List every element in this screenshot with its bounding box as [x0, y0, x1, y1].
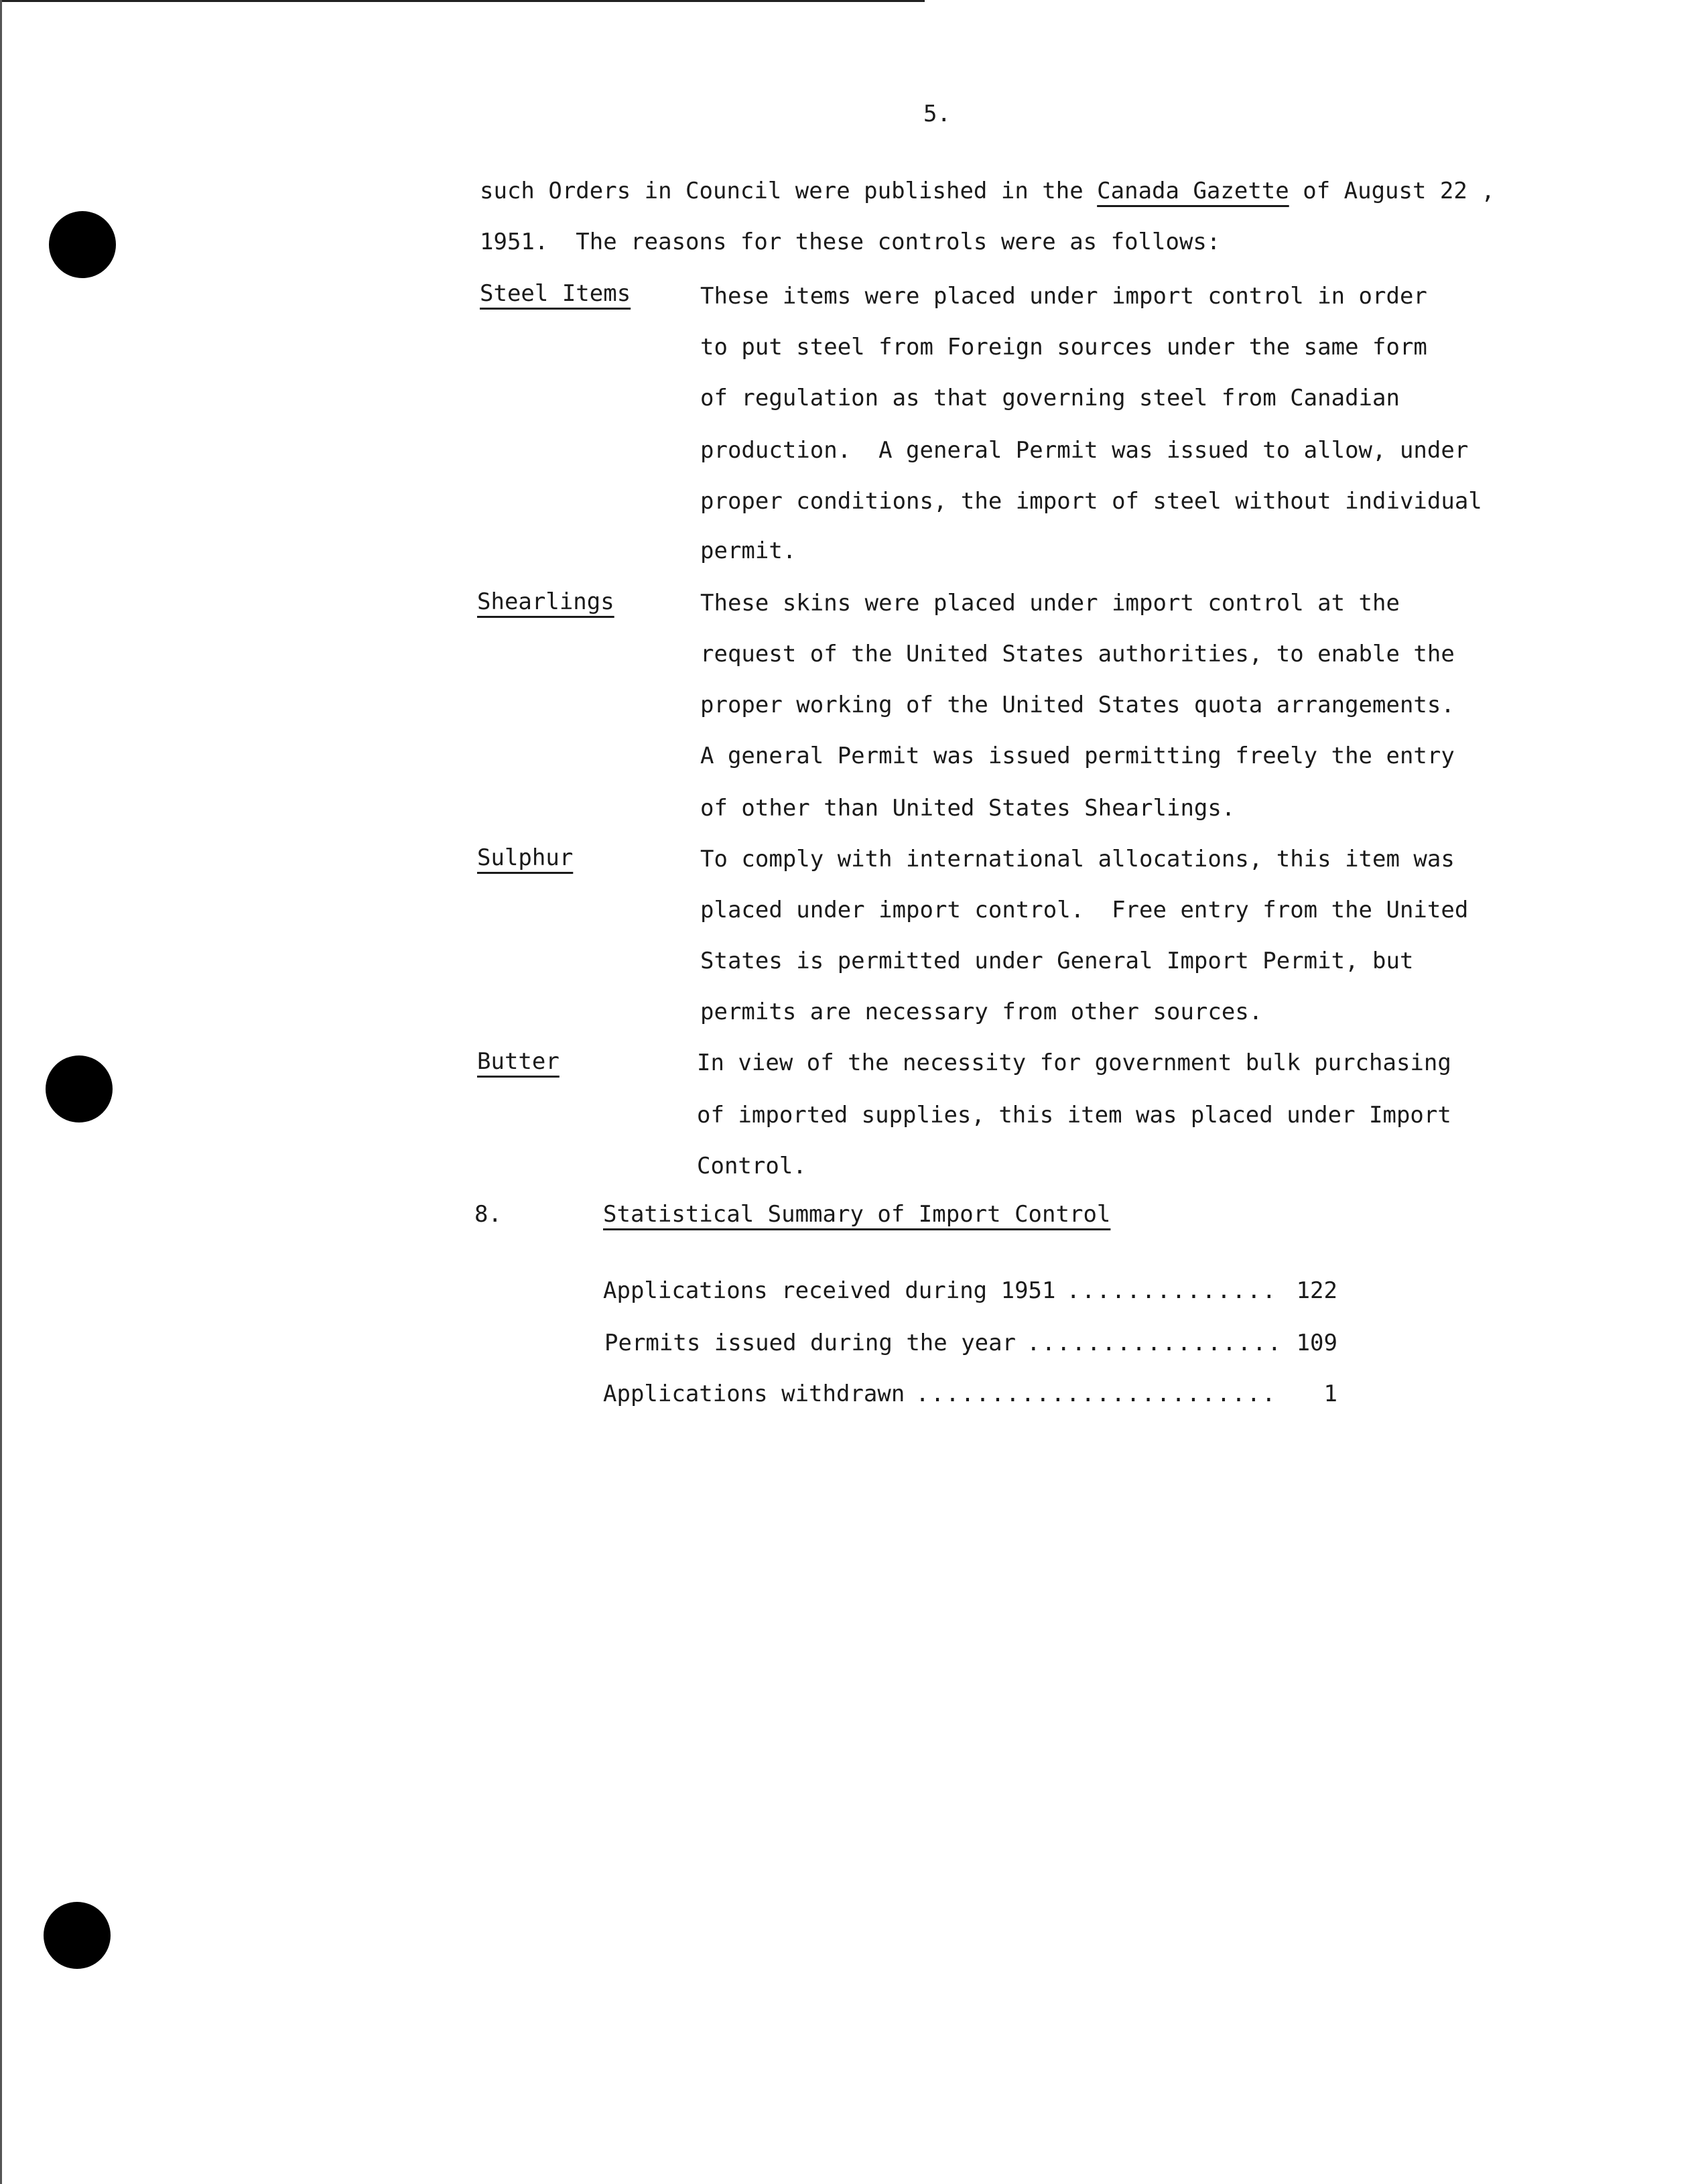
- stat-value: 109: [1296, 1330, 1337, 1356]
- dot-leader: [1027, 1330, 1280, 1356]
- stat-label: Applications withdrawn: [603, 1380, 905, 1407]
- sulphur-line: permits are necessary from other sources.: [700, 999, 1263, 1025]
- sulphur-line: placed under import control. Free entry from the United: [700, 897, 1469, 923]
- shearlings-line: of other than United States Shearlings.: [700, 795, 1236, 822]
- scan-edge-left: [0, 0, 2, 2184]
- intro-line-1: [480, 178, 1495, 204]
- butter-line: of imported supplies, this item was placed under Import: [697, 1102, 1451, 1129]
- intro-line-2: 1951. The reasons for these controls were as follows:: [480, 229, 1221, 255]
- intro-text-pre: such Orders in Council were published in the: [480, 178, 1084, 204]
- shearlings-line: A general Permit was issued permitting freely the entry: [700, 743, 1455, 769]
- steel-line: to put steel from Foreign sources under the same form: [700, 334, 1427, 361]
- punch-hole-middle: [46, 1055, 113, 1122]
- stat-label: Applications received during 1951: [603, 1277, 1056, 1304]
- shearlings-line: These skins were placed under import control at the: [700, 590, 1400, 617]
- section-number: 8.: [474, 1201, 502, 1228]
- sulphur-line: States is permitted under General Import Permit, but: [700, 948, 1414, 974]
- item-label-shearlings: Shearlings: [477, 588, 614, 615]
- steel-line: permit.: [700, 537, 797, 564]
- stat-row: [604, 1330, 1337, 1356]
- dot-leader: [1067, 1277, 1280, 1304]
- canada-gazette-title: Canada Gazette: [1097, 178, 1289, 204]
- stat-value: 1: [1323, 1380, 1337, 1407]
- steel-line: proper conditions, the import of steel without individual: [700, 488, 1482, 515]
- intro-text-post: of August 22 ,: [1303, 178, 1495, 204]
- steel-line: production. A general Permit was issued to allow, under: [700, 437, 1469, 464]
- stat-row: [603, 1277, 1337, 1304]
- item-label-sulphur: Sulphur: [477, 844, 574, 871]
- stat-label: Permits issued during the year: [604, 1330, 1016, 1356]
- dot-leader: [915, 1380, 1280, 1407]
- section-title: Statistical Summary of Import Control: [603, 1201, 1111, 1228]
- punch-hole-top: [49, 211, 116, 278]
- page-number: 5.: [923, 101, 951, 127]
- stat-row: [603, 1380, 1337, 1407]
- steel-line: of regulation as that governing steel from Canadian: [700, 385, 1400, 411]
- shearlings-line: request of the United States authorities, to enable the: [700, 641, 1455, 667]
- item-label-butter: Butter: [477, 1048, 560, 1075]
- steel-line: These items were placed under import control in order: [700, 283, 1427, 310]
- butter-line: In view of the necessity for government bulk purchasing: [697, 1049, 1451, 1076]
- sulphur-line: To comply with international allocations, this item was: [700, 846, 1455, 873]
- shearlings-line: proper working of the United States quota arrangements.: [700, 692, 1455, 718]
- scan-edge-top: [0, 0, 925, 2]
- punch-hole-bottom: [44, 1902, 111, 1969]
- stat-value: 122: [1296, 1277, 1337, 1304]
- item-label-steel: Steel Items: [480, 280, 631, 307]
- butter-line: Control.: [697, 1153, 807, 1179]
